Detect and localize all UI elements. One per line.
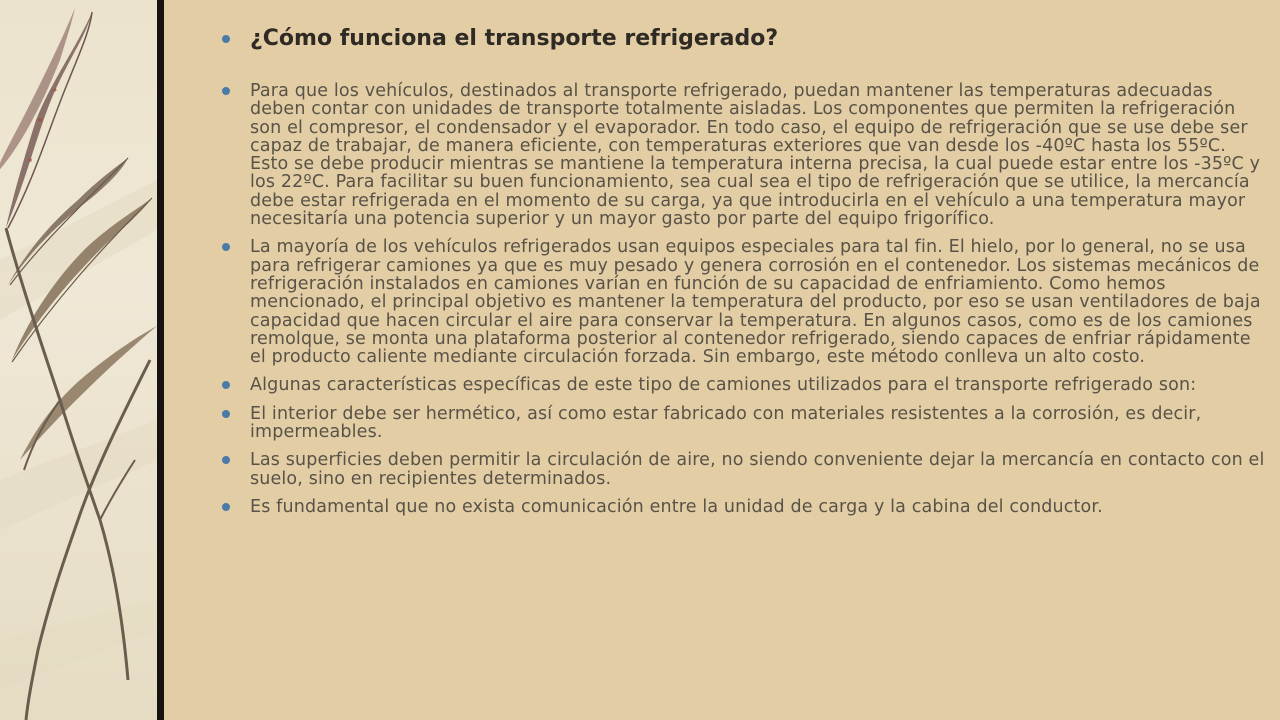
paragraph-bullet (220, 405, 1265, 442)
paragraph-text: Para que los vehículos, destinados al transporte refrigerado, puedan mantener las temperaturas adecuadas deben contar con unidades de transporte totalmente aisladas. Los componentes que permiten la refrigeración son el compresor, el condensador y el evaporador. En todo caso, el equipo de refrigeración que se use debe ser capaz de trabajar, de manera eficiente, con temperaturas exteriores que van desde los -40ºC hasta los 55ºC. Esto se debe producir mientras se mantiene la temperatura interna precisa, la cual puede estar entre los -35ºC y los 22ºC. Para facilitar su buen funcionamiento, sea cual sea el tipo de refrigeración que se utilice, la mercancía debe estar refrigerada en el momento de su carga, ya que introducirla en el vehículo a una temperatura mayor necesitaría una potencia superior y un mayor gasto por parte del equipo frigorífico. (250, 81, 1261, 230)
bullet-icon (222, 87, 230, 95)
paragraph-bullet (220, 498, 1265, 516)
paragraph-text: Algunas características específicas de este tipo de camiones utilizados para el transporte refrigerado son: (250, 375, 1197, 396)
bullet-icon (222, 456, 230, 464)
paragraph-bullet (220, 238, 1265, 366)
paragraph-text: El interior debe ser hermético, así como estar fabricado con materiales resistentes a la corrosión, es decir, impermeables. (250, 403, 1202, 443)
bullet-icon (222, 503, 230, 511)
paragraph-bullet (220, 82, 1265, 228)
slide-title (220, 18, 1265, 60)
bullet-icon (222, 410, 230, 418)
leaf-branch-illustration (0, 0, 157, 720)
paragraph-bullet (220, 376, 1265, 394)
slide-content (220, 18, 1265, 526)
paragraph-bullet (220, 451, 1265, 488)
bullet-icon (222, 243, 230, 251)
paragraph-text: Es fundamental que no exista comunicación entre la unidad de carga y la cabina del conductor. (250, 496, 1103, 517)
bullet-icon (222, 35, 230, 43)
bullet-icon (222, 381, 230, 389)
slide-title-text: ¿Cómo funciona el transporte refrigerado? (250, 26, 779, 51)
paragraph-text: La mayoría de los vehículos refrigerados usan equipos especiales para tal fin. El hielo, por lo general, no se usa para refrigerar camiones ya que es muy pesado y genera corrosión en el contenedor. Los sistemas mecánicos de refrigeración instalados en camiones varían en función de su capacidad de enfriamiento. Como hemos mencionado, el principal objetivo es mantener la temperatura del producto, por eso se usan ventiladores de baja capacidad que hacen circular el aire para conservar la temperatura. En algunos casos, como es de los camiones remolque, se monta una plataforma posterior al contenedor refrigerado, siendo capaces de enfriar rápidamente el producto caliente mediante circulación forzada. Sin embargo, este método conlleva un alto costo. (250, 237, 1261, 368)
side-panel (0, 0, 157, 720)
vertical-divider (157, 0, 164, 720)
paragraph-text: Las superficies deben permitir la circulación de aire, no siendo conveniente dejar la mercancía en contacto con el suelo, sino en recipientes determinados. (250, 450, 1265, 489)
